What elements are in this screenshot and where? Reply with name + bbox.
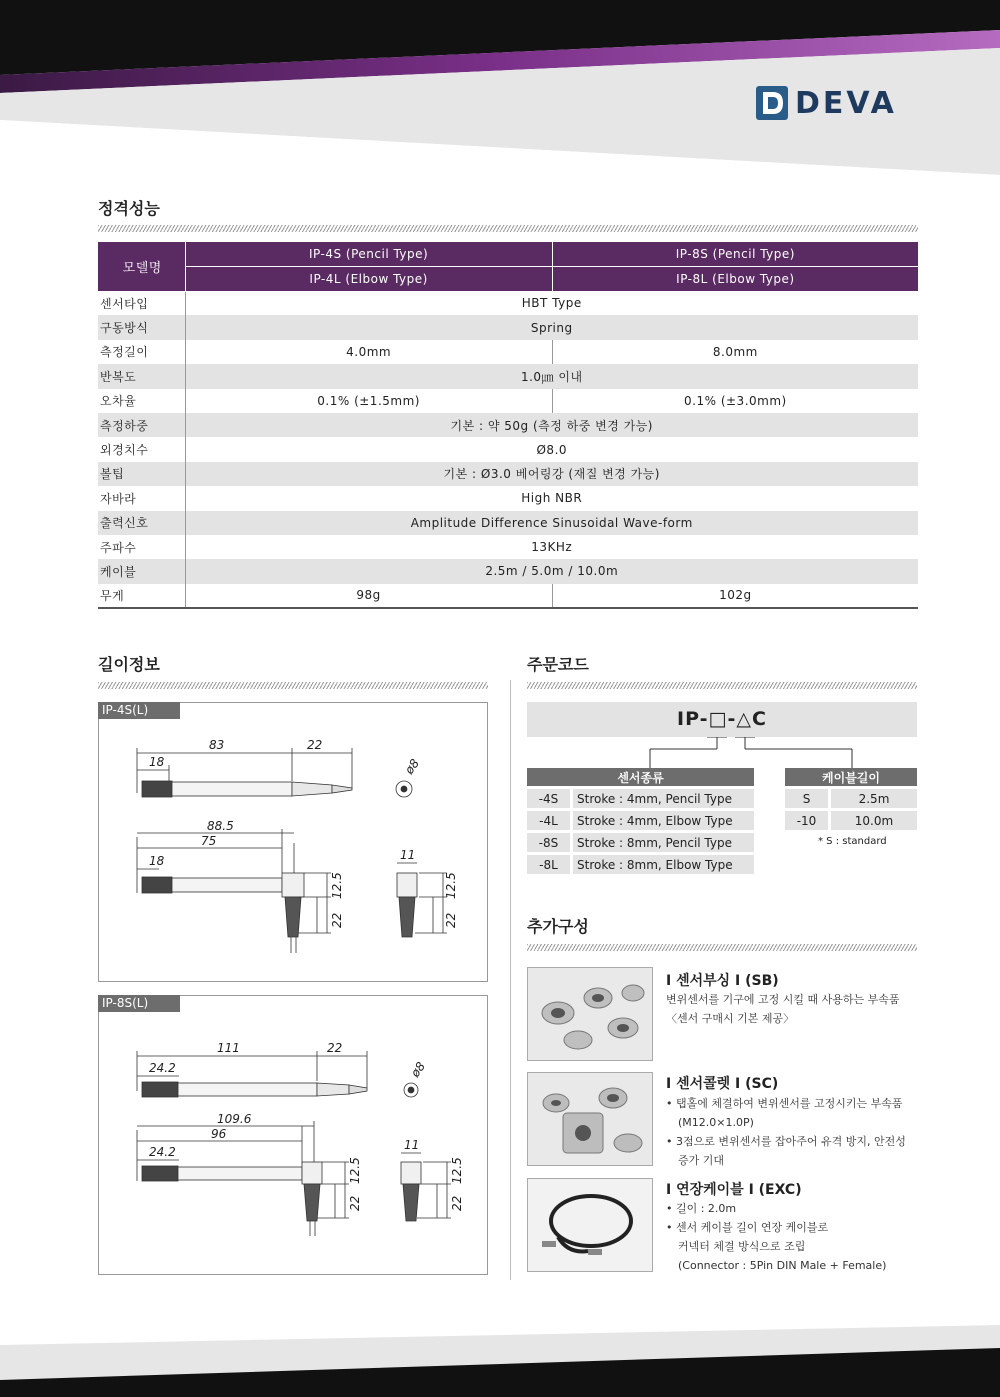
accessory-desc: • 센서 케이블 길이 연장 케이블로: [666, 1221, 829, 1234]
accessory-title: I 센서콜렛 I (SC): [666, 1076, 779, 1092]
dim-total: 88.5: [207, 819, 234, 833]
spec-row: 측정길이 4.0mm 8.0mm: [98, 340, 918, 364]
dim-tip: 22: [327, 1041, 343, 1055]
accessory-desc: • 길이 : 2.0m: [666, 1202, 737, 1215]
panel-tag: IP-4S(L): [98, 702, 180, 719]
bushing-image: [527, 967, 653, 1061]
cable-length-table: [785, 765, 917, 833]
order-code: IP-□-△C: [527, 702, 917, 737]
spec-row: 센서타입 HBT Type: [98, 291, 918, 315]
drawing-panel-4s: [98, 702, 488, 982]
brand-logo: [755, 85, 897, 121]
accessory-desc: 〈센서 구매시 기본 제공〉: [666, 1012, 795, 1025]
dim-h2: 12.5: [330, 872, 344, 899]
divider: [527, 682, 917, 689]
drawing-panel-8s: [98, 995, 488, 1275]
model-8s: IP-8S (Pencil Type): [552, 242, 918, 267]
spec-table: [98, 242, 918, 609]
drawing-8s: [99, 996, 487, 1274]
accessory-desc: (M12.0×1.0P): [678, 1116, 754, 1129]
model-8l: IP-8L (Elbow Type): [552, 267, 918, 292]
cable-row: -10 10.0m: [785, 811, 917, 830]
accessory-desc: (Connector : 5Pin DIN Male + Female): [678, 1259, 887, 1272]
panel-tag: IP-8S(L): [98, 995, 180, 1012]
dim-dia: ø8: [407, 1059, 429, 1080]
divider: [98, 225, 918, 232]
accessory-desc: 커넥터 체결 방식으로 조립: [678, 1240, 806, 1253]
dim-boot: 24.2: [149, 1061, 176, 1075]
accessory-title: I 연장케이블 I (EXC): [666, 1182, 802, 1198]
spec-row: 출력신호 Amplitude Difference Sinusoidal Wave-form: [98, 511, 918, 535]
spec-row: 반복도 1.0㎛ 이내: [98, 364, 918, 388]
dim-h3: 22: [444, 912, 458, 928]
column-divider: [510, 680, 511, 1280]
model-4s: IP-4S (Pencil Type): [185, 242, 552, 267]
collet-image: [527, 1072, 653, 1166]
accessory-title: I 센서부싱 I (SB): [666, 973, 779, 989]
dim-w: 11: [400, 848, 416, 862]
sensor-type-row: -8L Stroke : 8mm, Elbow Type: [527, 855, 754, 874]
dim-dia: ø8: [401, 756, 423, 777]
dim-tip: 22: [307, 738, 323, 752]
length-title: 길이정보: [98, 655, 160, 674]
footer-band: [0, 1290, 1000, 1397]
order-title: 주문코드: [527, 655, 589, 674]
spec-row: 무게 98g 102g: [98, 584, 918, 608]
dim-body: 96: [211, 1127, 227, 1141]
sensor-type-table: [527, 765, 754, 877]
drawing-4s: [99, 703, 487, 981]
cable-image: [527, 1178, 653, 1272]
spec-row: 주파수 13KHz: [98, 535, 918, 559]
cable-length-header: 케이블길이: [785, 768, 917, 786]
spec-row: 측정하중 기본 : 약 50g (측정 하중 변경 가능): [98, 413, 918, 437]
dim-boot: 24.2: [149, 1145, 176, 1159]
divider: [527, 944, 917, 951]
spec-row: 케이블 2.5m / 5.0m / 10.0m: [98, 559, 918, 583]
dim-body: 83: [209, 738, 225, 752]
accessory-desc: • 탭홀에 체결하여 변위센서를 고정시키는 부속품: [666, 1097, 903, 1110]
dim-body: 75: [201, 834, 217, 848]
sensor-type-header: 센서종류: [527, 768, 754, 786]
model-label: 모델명: [98, 242, 185, 291]
dim-boot: 18: [149, 854, 165, 868]
dim-boot: 18: [149, 755, 165, 769]
spec-row: 오차율 0.1% (±1.5mm) 0.1% (±3.0mm): [98, 389, 918, 413]
sensor-type-row: -4L Stroke : 4mm, Elbow Type: [527, 811, 754, 830]
spec-title: 정격성능: [98, 199, 160, 218]
accessory-desc: 증가 기대: [678, 1154, 725, 1167]
dim-h3: 22: [450, 1195, 464, 1211]
sensor-type-row: -4S Stroke : 4mm, Pencil Type: [527, 789, 754, 808]
sensor-type-row: -8S Stroke : 8mm, Pencil Type: [527, 833, 754, 852]
accessories-title: 추가구성: [527, 917, 589, 936]
spec-row: 볼팁 기본 : Ø3.0 베어링강 (재질 변경 가능): [98, 462, 918, 486]
cable-row: S 2.5m: [785, 789, 917, 808]
dim-h2: 12.5: [348, 1157, 362, 1184]
dim-h1: 22: [330, 912, 344, 928]
dim-h4: 12.5: [450, 1157, 464, 1184]
brand-name: DEVA: [795, 85, 897, 121]
dim-h1: 22: [348, 1195, 362, 1211]
spec-row: 외경치수 Ø8.0: [98, 437, 918, 461]
deva-logo-icon: [755, 85, 789, 121]
dim-total: 109.6: [217, 1112, 252, 1126]
standard-note: * S : standard: [818, 836, 887, 847]
spec-row: 구동방식 Spring: [98, 315, 918, 339]
model-4l: IP-4L (Elbow Type): [185, 267, 552, 292]
spec-row: 자바라 High NBR: [98, 486, 918, 510]
accessory-desc: • 3점으로 변위센서를 잡아주어 유격 방지, 안전성: [666, 1135, 906, 1148]
dim-h4: 12.5: [444, 872, 458, 899]
accessory-desc: 변위센서를 기구에 고정 시킬 때 사용하는 부속품: [666, 993, 900, 1006]
dim-body: 111: [217, 1041, 240, 1055]
divider: [98, 682, 488, 689]
dim-w: 11: [404, 1138, 420, 1152]
